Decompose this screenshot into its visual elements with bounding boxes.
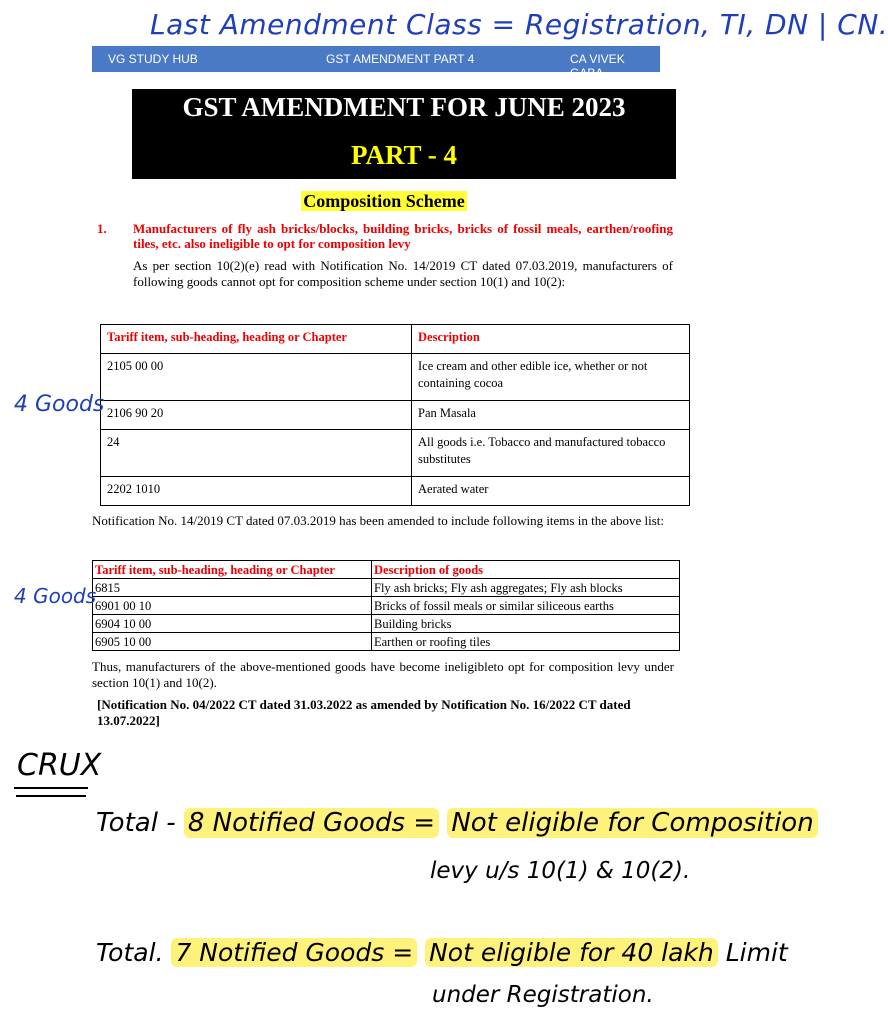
crux-underline <box>16 795 86 797</box>
table-cell: 6905 10 00 <box>93 633 372 651</box>
handwritten-line-3 <box>96 938 788 967</box>
line3-prefix: Total. <box>96 938 164 967</box>
table-row <box>93 633 680 651</box>
table-cell: 6904 10 00 <box>93 615 372 633</box>
highlight-not-eligible-composition: Not eligible for Composition <box>447 808 817 838</box>
table-row <box>101 401 690 430</box>
table-cell: Ice cream and other edible ice, whether or not containing cocoa <box>412 354 690 401</box>
highlight-not-eligible-40-lakh: Not eligible for 40 lakh <box>425 938 718 967</box>
table-row <box>101 430 690 477</box>
table-row <box>93 615 680 633</box>
notification-reference: [Notification No. 04/2022 CT dated 31.03.2022 as amended by Notification No. 16/2022 CT dated 13.07.2022] <box>97 697 631 728</box>
table-header-cell: Tariff item, sub-heading, heading or Chapter <box>93 561 372 579</box>
table-cell: Fly ash bricks; Fly ash aggregates; Fly ash blocks <box>372 579 680 597</box>
table-excluded-goods <box>100 324 690 506</box>
table-cell: All goods i.e. Tobacco and manufactured tobacco substitutes <box>412 430 690 477</box>
table-cell: Aerated water <box>412 477 690 506</box>
table-cell: Building bricks <box>372 615 680 633</box>
table-cell: 6901 00 10 <box>93 597 372 615</box>
highlight-notified-goods-7: 7 Notified Goods = <box>171 938 417 967</box>
handwritten-line-4: under Registration. <box>432 982 654 1008</box>
section-heading: Composition Scheme <box>303 191 465 211</box>
table-added-goods <box>92 560 680 651</box>
handwritten-side-note-1: 4 Goods <box>14 392 105 417</box>
part-label: PART - 4 <box>350 140 458 170</box>
crux-underline <box>14 787 88 789</box>
table-row <box>101 477 690 506</box>
table-header-row <box>101 325 690 354</box>
table-row <box>93 597 680 615</box>
table-cell: 24 <box>101 430 412 477</box>
table-cell: Pan Masala <box>412 401 690 430</box>
handwritten-side-note-2: 4 Goods <box>14 584 97 608</box>
handwritten-top-note: Last Amendment Class = Registration, TI, DN | CN. <box>150 8 888 41</box>
table-cell: 6815 <box>93 579 372 597</box>
table-cell: 2105 00 00 <box>101 354 412 401</box>
handwritten-line-2: levy u/s 10(1) & 10(2). <box>430 858 691 884</box>
item-heading: Manufacturers of fly ash bricks/blocks, building bricks, bricks of fossil meals, earthen/roofing tiles, etc. also ineligible to opt for composition levy <box>133 221 673 251</box>
line1-prefix: Total - <box>96 808 176 838</box>
header-bar <box>92 46 660 80</box>
table-header-cell: Description of goods <box>372 561 680 579</box>
table-row <box>101 354 690 401</box>
highlight-notified-goods-8: 8 Notified Goods = <box>184 808 439 838</box>
header-right: CA VIVEK GABA <box>570 52 625 80</box>
header-center: GST AMENDMENT PART 4 <box>326 52 475 66</box>
item-number: 1. <box>97 221 107 236</box>
table-header-cell: Description <box>412 325 690 354</box>
table-cell: Bricks of fossil meals or similar siliceous earths <box>372 597 680 615</box>
page-title: GST AMENDMENT FOR JUNE 2023 <box>182 92 626 122</box>
table-header-row <box>93 561 680 579</box>
table-header-cell: Tariff item, sub-heading, heading or Chapter <box>101 325 412 354</box>
table-cell: 2106 90 20 <box>101 401 412 430</box>
line3-suffix: Limit <box>725 938 788 967</box>
amendment-paragraph: Notification No. 14/2019 CT dated 07.03.2019 has been amended to include following items in the above list: <box>92 513 665 528</box>
item-body: As per section 10(2)(e) read with Notification No. 14/2019 CT dated 07.03.2019, manufacturers of following goods cannot opt for composition scheme under section 10(1) and 10(2): <box>133 258 673 289</box>
conclusion-paragraph: Thus, manufacturers of the above-mentioned goods have become ineligibleto opt for composition levy under section 10(1) and 10(2). <box>92 659 674 690</box>
handwritten-crux-heading: CRUX <box>17 748 102 783</box>
handwritten-line-1 <box>96 808 818 838</box>
table-cell: Earthen or roofing tiles <box>372 633 680 651</box>
table-cell: 2202 1010 <box>101 477 412 506</box>
table-row <box>93 579 680 597</box>
header-left: VG STUDY HUB <box>108 52 198 66</box>
